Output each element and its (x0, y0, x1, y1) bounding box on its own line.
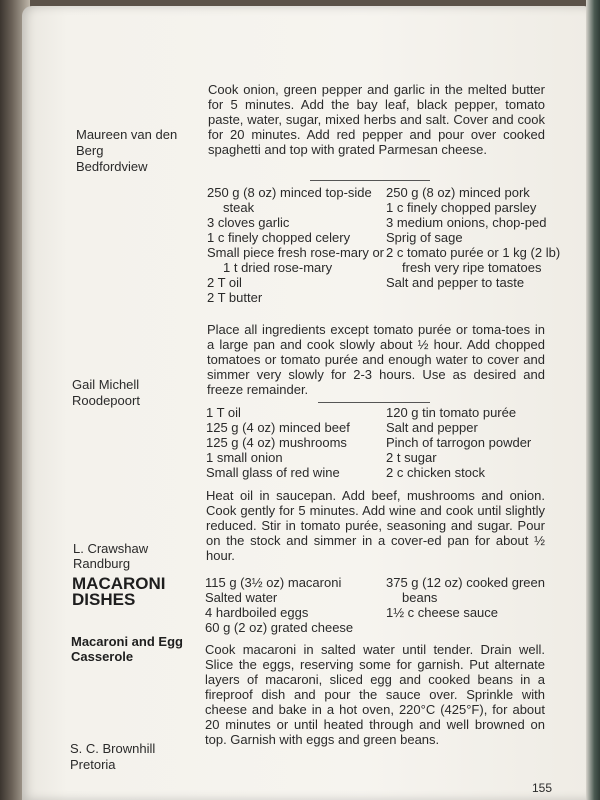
recipe4-author (70, 741, 155, 773)
recipe2-method: Place all ingredients except tomato purée or toma-toes in a large pan and cook slowly about ½ hour. Add chopped tomatoes or tomato purée and enough water to cover and simmer very slowly for 2-3 hours. Use as desired and freeze remainder. (207, 322, 545, 397)
ingredient: 375 g (12 oz) cooked green beans (386, 575, 545, 605)
recipe4-ingredients-left (205, 575, 353, 635)
recipe4-title (71, 634, 183, 664)
recipe2-author-place: Roodepoort (72, 393, 140, 408)
recipe4-title-line2: Casserole (71, 649, 134, 664)
ingredient: 120 g tin tomato purée (386, 405, 517, 420)
recipe2-author-name: Gail Michell (72, 377, 140, 392)
recipe3-method: Heat oil in saucepan. Add beef, mushrooms and onion. Cook gently for 5 minutes. Add wine and cook until slightly reduced. Stir in tomato purée, seasoning and sugar. Pour on the stock and simmer in a cover-ed pan for about ½ hour. (206, 488, 545, 563)
page-number: 155 (532, 781, 553, 795)
recipe3-author-place: Randburg (73, 556, 131, 571)
ingredient: Sprig of sage (386, 230, 463, 245)
ingredient: Small piece fresh rose-mary or 1 t dried rose-mary (207, 245, 384, 275)
recipe4-ingredients-right (386, 575, 562, 620)
recipe1-author-place: Bedfordview (76, 159, 148, 174)
ingredient: 1 c finely chopped celery (207, 230, 351, 245)
ingredient: 2 T oil (207, 275, 242, 290)
recipe3-author (73, 541, 148, 571)
divider (310, 180, 430, 181)
recipe3-ingredients-left (206, 405, 350, 480)
ingredient: 125 g (4 oz) mushrooms (206, 435, 347, 450)
book-cover-edge (586, 0, 600, 800)
recipe2-ingredients-right (386, 185, 564, 290)
recipe4-title-line1: Macaroni and Egg (71, 634, 183, 649)
ingredient: Pinch of tarrogon powder (386, 435, 532, 450)
ingredient: 3 medium onions, chop-ped (386, 215, 547, 230)
ingredient: Small glass of red wine (206, 465, 340, 480)
section-title-line2: DISHES (72, 590, 136, 609)
ingredient: 250 g (8 oz) minced pork (386, 185, 530, 200)
ingredient: 115 g (3½ oz) macaroni (205, 575, 342, 590)
recipe4-method: Cook macaroni in salted water until tender. Drain well. Slice the eggs, reserving some for garnish. Put alternate layers of macaroni, sliced egg and cooked beans in a fireproof dish and pour the sauce over. Sprinkle with cheese and bake in a hot oven, 220°C (425°F), for about 20 minutes or until heated through and well browned on top. Garnish with eggs and green beans. (205, 642, 545, 747)
recipe4-author-place: Pretoria (70, 757, 116, 772)
ingredient: Salt and pepper to taste (386, 275, 525, 290)
ingredient: 2 c chicken stock (386, 465, 485, 480)
section-title-line1: MACARONI (72, 574, 166, 593)
ingredient: Salt and pepper (386, 420, 478, 435)
ingredient: 1 c finely chopped parsley (386, 200, 537, 215)
ingredient: 4 hardboiled eggs (205, 605, 309, 620)
recipe2-ingredients-left (207, 185, 388, 305)
recipe3-author-name: L. Crawshaw (73, 541, 149, 556)
ingredient: 60 g (2 oz) grated cheese (205, 620, 354, 635)
ingredient: 1 small onion (206, 450, 283, 465)
recipe3-ingredients-right (386, 405, 531, 480)
divider (318, 402, 430, 403)
ingredient: 250 g (8 oz) minced top-side steak (207, 185, 372, 215)
recipe1-author (76, 127, 196, 175)
ingredient: 3 cloves garlic (207, 215, 290, 230)
ingredient: Salted water (205, 590, 278, 605)
ingredient: 2 c tomato purée or 1 kg (2 lb) fresh very ripe tomatoes (386, 245, 561, 275)
ingredient: 2 t sugar (386, 450, 437, 465)
ingredient: 1½ c cheese sauce (386, 605, 499, 620)
section-title (72, 576, 166, 608)
ingredient: 125 g (4 oz) minced beef (206, 420, 350, 435)
ingredient: 1 T oil (206, 405, 241, 420)
recipe4-author-name: S. C. Brownhill (70, 741, 156, 756)
recipe1-method: Cook onion, green pepper and garlic in the melted butter for 5 minutes. Add the bay leaf, black pepper, tomato paste, water, sugar, mixed herbs and salt. Cover and cook for 20 minutes. Add red pepper and pour over cooked spaghetti and top with grated Parmesan cheese. (208, 82, 545, 157)
ingredient: 2 T butter (207, 290, 263, 305)
recipe2-author (72, 377, 140, 409)
recipe1-author-name: Maureen van den Berg (76, 127, 178, 158)
